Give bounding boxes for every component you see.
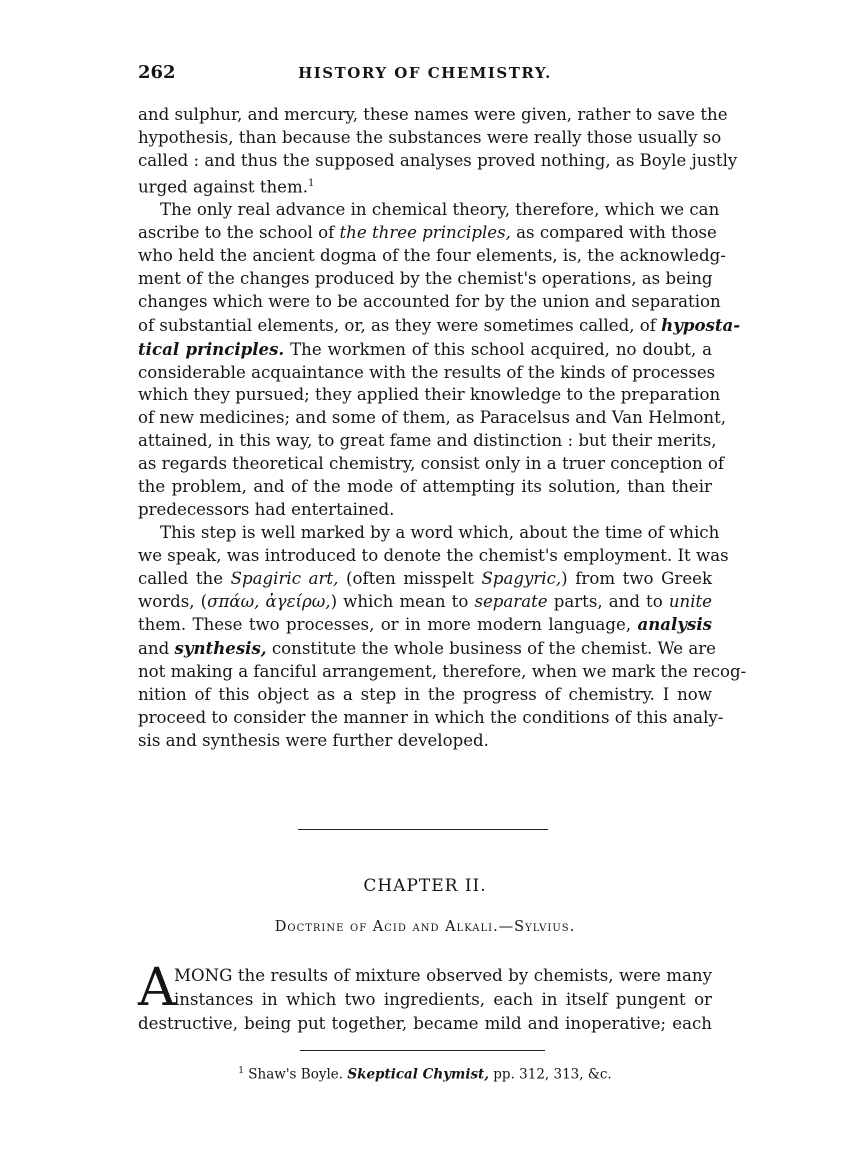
text-line xyxy=(138,568,712,591)
italic-phrase: synthesis, xyxy=(174,638,267,659)
italic-phrase: Spagyric, xyxy=(481,568,562,588)
text-segment: The workmen of this school acquired, no doubt, a xyxy=(284,339,712,359)
drop-cap: A xyxy=(138,958,176,1018)
chapter-title: CHAPTER II. xyxy=(363,876,487,896)
text-segment: ascribe to the school of xyxy=(138,223,340,243)
text-line: changes which were to be accounted for by the union and separation xyxy=(138,291,721,311)
italic-phrase: Skeptical Chymist, xyxy=(347,1066,489,1083)
text-line: MONG the results of mixture observed by chemists, were many xyxy=(174,966,712,985)
italic-phrase: hyposta- xyxy=(661,314,741,335)
text-line: not making a fanciful arrangement, therefore, when we mark the recog- xyxy=(138,662,747,682)
text-line: of new medicines; and some of them, as Paracelsus and Van Helmont, xyxy=(138,408,727,428)
text-segment: urged against them. xyxy=(138,177,309,197)
text-line: which they pursued; they applied their knowledge to the preparation xyxy=(138,385,721,405)
italic-phrase: separate xyxy=(474,591,548,611)
text-line: attained, in this way, to great fame and distinction : but their merits, xyxy=(138,431,717,451)
footnote-mark: 1 xyxy=(238,1066,244,1076)
chapter-opening xyxy=(138,958,712,1036)
text-segment: words, ( xyxy=(138,591,208,611)
text-line: nition of this object as a step in the progress of chemistry. I now xyxy=(138,685,712,705)
text-segment: them. These two processes, or in more modern language, xyxy=(138,615,638,635)
text-line: instances in which two ingredients, each in itself pungent or xyxy=(174,990,712,1009)
text-segment: ) from two Greek xyxy=(561,568,713,588)
text-line: predecessors had entertained. xyxy=(138,499,395,519)
text-line: as regards theoretical chemistry, consist only in a truer conception of xyxy=(138,454,725,474)
greek-words: σπάω, ἀγείρω, xyxy=(207,591,331,611)
text-line: destructive, being put together, became mild and inoperative; each xyxy=(138,1014,712,1033)
text-segment: and xyxy=(138,639,175,659)
text-line xyxy=(138,222,717,245)
section-divider xyxy=(298,829,548,830)
text-line: called : and thus the supposed analyses proved nothing, as Boyle justly xyxy=(138,150,738,170)
text-segment: Shaw's Boyle. xyxy=(244,1066,348,1083)
text-segment: ) which mean to xyxy=(330,591,475,611)
text-line xyxy=(138,338,712,362)
text-segment: constitute the whole business of the chemist. We are xyxy=(266,639,717,659)
running-head: HISTORY OF CHEMISTRY. xyxy=(298,64,552,82)
text-segment: pp. 312, 313, &c. xyxy=(489,1066,612,1083)
italic-phrase: Spagiric art, xyxy=(230,568,339,588)
text-line: proceed to consider the manner in which the conditions of this analy- xyxy=(138,708,724,728)
footnote-divider xyxy=(300,1050,545,1051)
text-line xyxy=(138,591,712,614)
text-line: who held the ancient dogma of the four elements, is, the acknowledg- xyxy=(138,245,726,265)
text-segment: (often misspelt xyxy=(338,568,482,588)
italic-phrase: the three principles, xyxy=(339,223,511,243)
text-segment: parts, and to xyxy=(547,591,669,611)
text-line xyxy=(138,314,741,338)
text-line: we speak, was introduced to denote the chemist's employment. It was xyxy=(138,545,729,565)
text-line xyxy=(138,173,712,199)
text-segment: as compared with those xyxy=(510,223,717,243)
text-line: This step is well marked by a word which, about the time of which xyxy=(160,522,720,542)
text-segment: called the xyxy=(138,568,231,588)
text-line xyxy=(138,613,712,637)
text-segment: of substantial elements, or, as they were sometimes called, of xyxy=(138,315,662,335)
text-line: ment of the changes produced by the chemist's operations, as being xyxy=(138,268,713,288)
text-line: hypothesis, than because the substances were really those usually so xyxy=(138,127,722,147)
text-line: and sulphur, and mercury, these names were given, rather to save the xyxy=(138,105,728,124)
italic-phrase: unite xyxy=(668,591,712,611)
paragraph-3 xyxy=(138,522,747,753)
footnote-reference: 1 xyxy=(308,177,315,189)
body-text xyxy=(138,104,747,753)
text-line: the problem, and of the mode of attempting its solution, than their xyxy=(138,477,712,497)
chapter-subtitle: Doctrine of Acid and Alkali.—Sylvius. xyxy=(274,919,576,935)
italic-phrase: tical principles. xyxy=(138,338,285,359)
footnote xyxy=(138,1066,712,1083)
page-header xyxy=(138,62,712,88)
text-line: considerable acquaintance with the results of the kinds of processes xyxy=(138,362,716,382)
italic-phrase: analysis xyxy=(637,614,712,635)
paragraph-2 xyxy=(138,199,741,522)
text-line: sis and synthesis were further developed. xyxy=(138,731,489,750)
text-line: The only real advance in chemical theory, therefore, which we can xyxy=(160,200,720,220)
page-number: 262 xyxy=(138,62,176,83)
text-line xyxy=(138,637,717,661)
paragraph-1 xyxy=(138,104,738,199)
